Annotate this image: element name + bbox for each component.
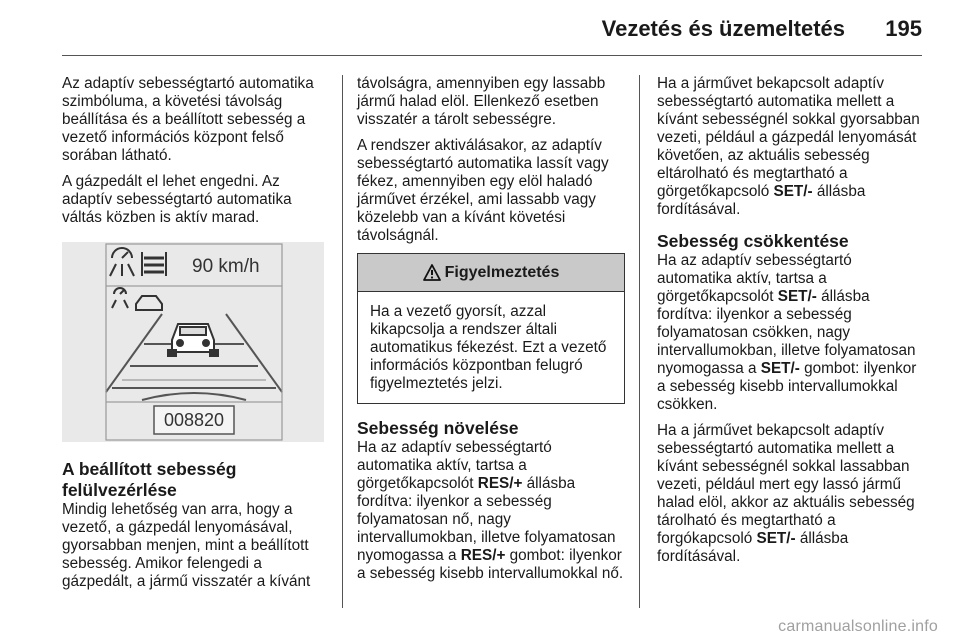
section-heading: Sebesség csökkentése (657, 231, 849, 251)
warning-header (358, 254, 624, 292)
text-run: állásba fordításával. (657, 183, 866, 218)
dashboard-illustration (62, 242, 324, 442)
odometer-value: 008820 (163, 410, 225, 430)
text-run: Ha az adaptív sebességtartó automatika aktív, tartsa a görgetőkapcsolót (357, 439, 552, 492)
text-run: állásba fordítva: ilyenkor a sebesség folyamatosan nő, nagy intervallumokban, illetve folyamatosan nyomogassa a (357, 475, 616, 564)
paragraph (357, 439, 625, 583)
page-header (0, 0, 960, 50)
paragraph (657, 422, 929, 566)
paragraph (657, 75, 929, 219)
column-divider-1 (342, 75, 343, 608)
switch-position-label: SET/- (777, 288, 817, 305)
paragraph (657, 252, 929, 414)
paragraph: távolságra, amennyiben egy lassabb jármű halad elöl. Ellenkező esetben visszatér a tárolt sebességre. (357, 75, 606, 128)
warning-box (357, 253, 625, 404)
text-run: Ha a járművet bekapcsolt adaptív sebességtartó automatika mellett a kívánt sebességnél sokkal gyorsabban vezeti, például a gázpedál lenyomását követően, az aktuális sebesség eltárolható és megtartható a görgetőkapcsoló (657, 75, 920, 200)
text-run: gombot: ilyenkor a sebesség kisebb intervallumokkal nő. (357, 547, 624, 582)
text-run: Ha az adaptív sebességtartó automatika aktív, tartsa a görgetőkapcsolót (657, 252, 852, 305)
watermark: carmanualsonline.info (778, 618, 938, 635)
set-speed-readout: 90 km/h (192, 256, 260, 277)
warning-text: Ha a vezető gyorsít, azzal kikapcsolja a rendszer általi automatikus fékezést. Ezt a vezető információs központban felugró figyelmeztetés jelzi. (370, 303, 607, 392)
cruise-control-icon (110, 248, 134, 276)
car-ahead-icon (168, 324, 218, 356)
text-run: gombot: ilyenkor a sebesség kisebb intervallumokkal csökken. (657, 360, 917, 413)
column-2 (357, 75, 625, 591)
paragraph: Mindig lehetőség van arra, hogy a vezető, a gázpedál lenyomásával, gyorsabban menjen, mint a beállított sebesség. Amikor felengedi a gázpedált, a jármű visszatér a kívánt (62, 501, 311, 590)
text-run: állásba fordításával. (657, 530, 849, 565)
text-run: Ha a járművet bekapcsolt adaptív sebességtartó automatika mellett a kívánt sebességnél sokkal lassabban vezeti, például mert egy lassó jármű halad elöl, akkor az aktuális sebesség tárolható és megtartható a forgókapcsoló (657, 422, 915, 547)
button-label: SET/- (760, 360, 800, 377)
paragraph: A gázpedált el lehet engedni. Az adaptív sebességtartó automatika váltás közben is aktív marad. (62, 173, 292, 226)
section-heading: Sebesség növelése (357, 418, 519, 438)
vehicle-ahead-icon (112, 288, 162, 310)
switch-position-label: SET/- (756, 530, 796, 547)
own-car-hood (142, 393, 246, 400)
page-number: 195 (885, 16, 922, 41)
section-heading: A beállított sebesség felülvezérlése (62, 459, 237, 500)
column-3 (657, 75, 929, 574)
header-divider (62, 55, 922, 56)
paragraph: Az adaptív sebességtartó automatika szimbóluma, a követési távolság beállítása és a beállított sebesség a vezető információs központ felső sorában látható. (62, 75, 314, 164)
text-run: állásba fordítva: ilyenkor a sebesség folyamatosan csökken, nagy intervallumokban, illetve folyamatosan nyomogassa a (657, 288, 916, 377)
section-title: Vezetés és üzemeltetés (601, 16, 845, 41)
warning-title: Figyelmeztetés (444, 263, 560, 281)
switch-position-label: SET/- (773, 183, 813, 200)
following-distance-icon (142, 252, 166, 276)
button-label: RES/+ (460, 547, 506, 564)
warning-triangle-icon (423, 264, 441, 281)
paragraph: A rendszer aktiválásakor, az adaptív sebességtartó automatika lassít vagy fékez, amennyiben egy elöl haladó járművet érzékel, ami lassabb vagy közelebb van a kívánt követési távolságnál. (357, 137, 609, 244)
switch-position-label: RES/+ (477, 475, 523, 492)
column-divider-2 (639, 75, 640, 608)
